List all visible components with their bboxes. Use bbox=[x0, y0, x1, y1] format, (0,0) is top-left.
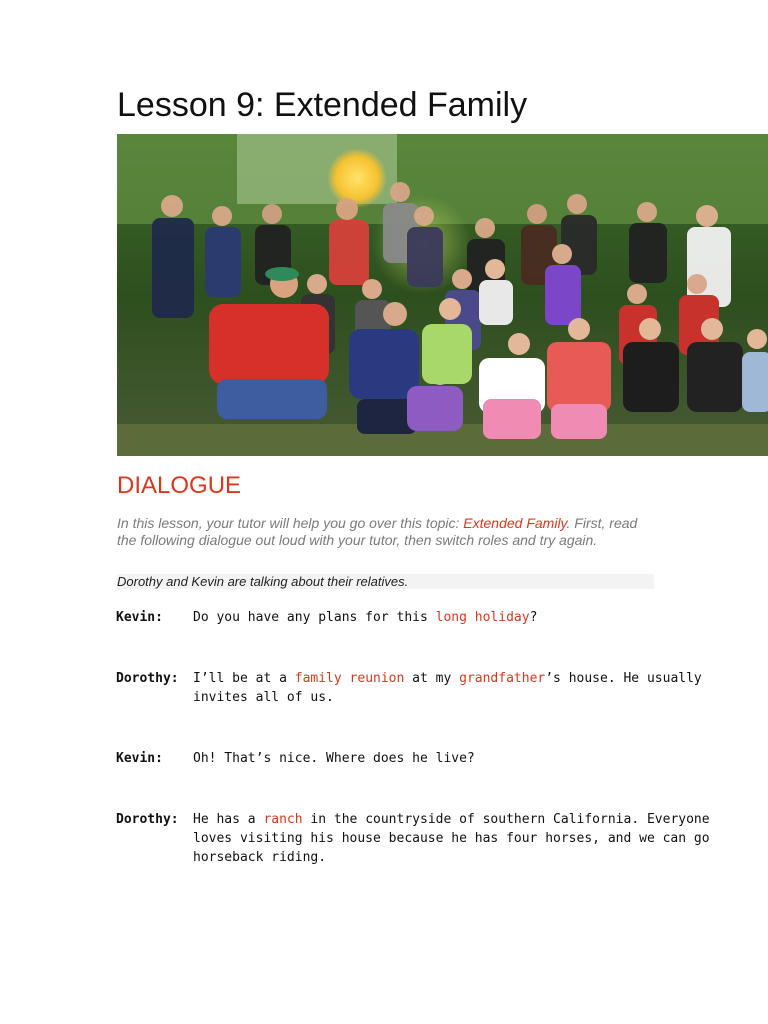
dialogue-text-part: in the countryside of southern California. Everyone loves visiting his house because he has four horses, and we can go horseback riding. bbox=[193, 812, 710, 865]
vocabulary-highlight: ranch bbox=[263, 812, 303, 827]
dialogue-text-part: ’s house. He usually invites all of us. bbox=[193, 671, 702, 705]
family-photo-image bbox=[117, 134, 768, 456]
intro-text-before: In this lesson, your tutor will help you go over this topic: bbox=[117, 515, 464, 531]
intro-text-after: . First, read the following dialogue out loud with your tutor, then switch roles and try again. bbox=[117, 515, 638, 548]
vocabulary-highlight: grandfather bbox=[459, 671, 546, 686]
dialogue-text-part: Oh! That’s nice. Where does he live? bbox=[193, 751, 475, 766]
dialogue-text bbox=[193, 810, 713, 867]
dialogue-intro bbox=[117, 515, 657, 549]
vocabulary-highlight: long holiday bbox=[435, 610, 530, 625]
scene-description: Dorothy and Kevin are talking about their relatives. bbox=[117, 574, 654, 589]
family-photo bbox=[117, 134, 768, 456]
dialogue-text-part: ? bbox=[529, 610, 538, 625]
dialogue-text bbox=[193, 669, 713, 707]
speaker-name: Dorothy: bbox=[116, 812, 179, 827]
dialogue-heading: DIALOGUE bbox=[117, 472, 242, 499]
vocabulary-highlight: family reunion bbox=[294, 671, 405, 686]
dialogue-text bbox=[193, 749, 713, 768]
dialogue-text-part: Do you have any plans for this bbox=[193, 610, 436, 625]
lesson-title: Lesson 9: Extended Family bbox=[117, 86, 528, 124]
intro-topic: Extended Family bbox=[463, 515, 567, 531]
dialogue-text-part: at my bbox=[404, 671, 460, 686]
dialogue-text bbox=[193, 608, 713, 627]
speaker-name: Dorothy: bbox=[116, 671, 179, 686]
dialogue-text-part: I’ll be at a bbox=[193, 671, 295, 686]
speaker-name: Kevin: bbox=[116, 751, 163, 766]
dialogue-text-part: He has a bbox=[193, 812, 264, 827]
speaker-name: Kevin: bbox=[116, 610, 163, 625]
